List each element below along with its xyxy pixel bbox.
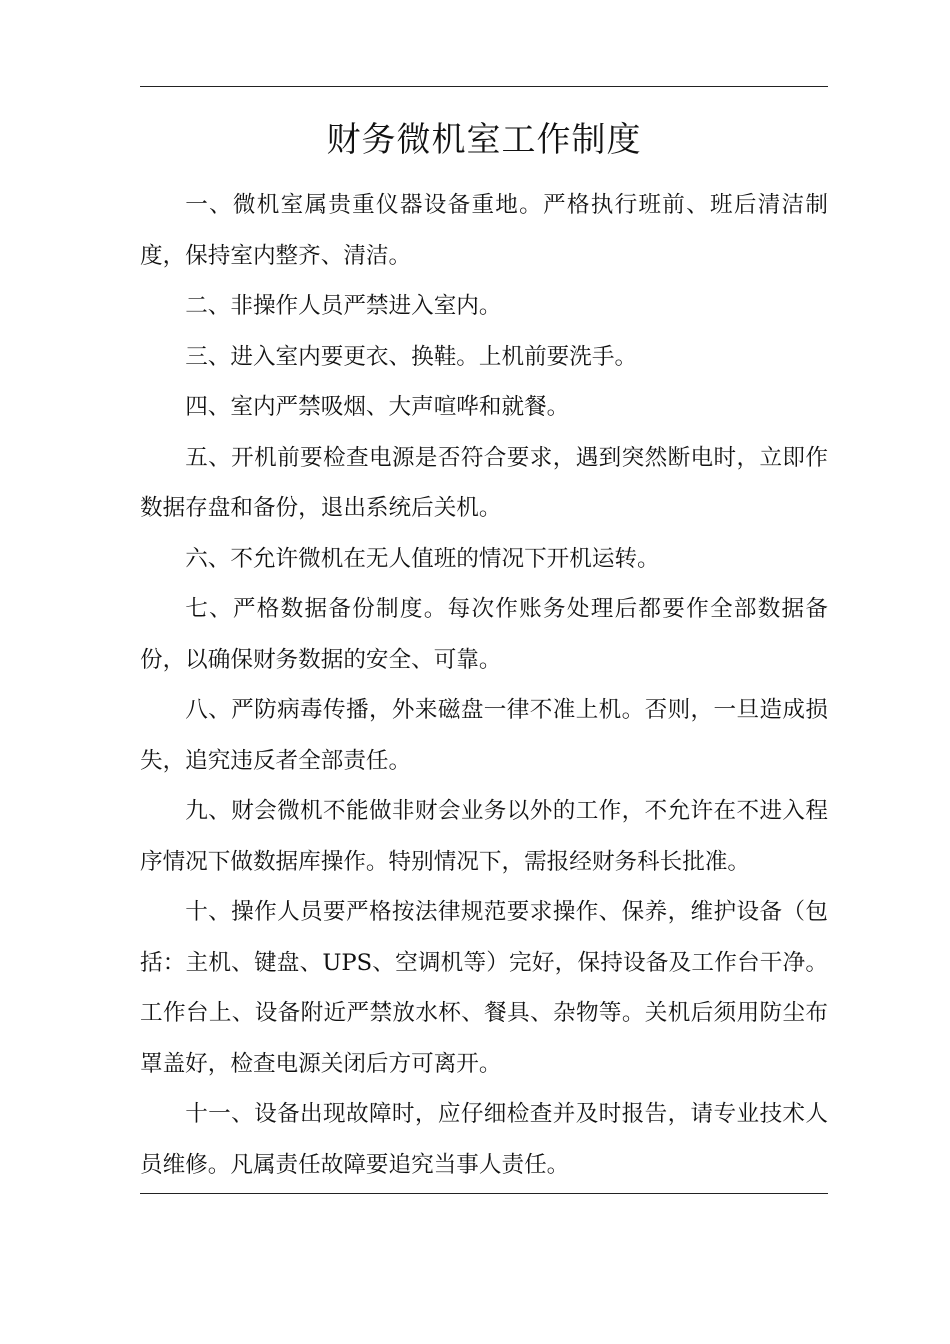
rule-paragraph-1: 一、微机室属贵重仪器设备重地。严格执行班前、班后清洁制度，保持室内整齐、清洁。: [140, 192, 828, 269]
rule-paragraph-10: 十、操作人员要严格按法律规范要求操作、保养，维护设备（包括：主机、键盘、UPS、空调机等）完好，保持设备及工作台干净。工作台上、设备附近严禁放水杯、餐具、杂物等。关机后须用防尘布罩盖好，检查电源关闭后方可离开。: [140, 899, 828, 1077]
header-rule: [140, 86, 828, 87]
rule-paragraph-5: 五、开机前要检查电源是否符合要求，遇到突然断电时，立即作数据存盘和备份，退出系统后关机。: [140, 444, 828, 521]
rule-paragraph-4: 四、室内严禁吸烟、大声喧哗和就餐。: [185, 394, 570, 420]
document-body: [140, 180, 828, 1190]
document-title: 财务微机室工作制度: [326, 120, 642, 160]
rule-paragraph-6: 六、不允许微机在无人值班的情况下开机运转。: [185, 545, 660, 572]
footer-rule: [140, 1193, 828, 1194]
rule-paragraph-9: 九、财会微机不能做非财会业务以外的工作，不允许在不进入程序情况下做数据库操作。特别情况下，需报经财务科长批准。: [140, 798, 828, 875]
rule-paragraph-3: 三、进入室内要更衣、换鞋。上机前要洗手。: [185, 343, 638, 370]
rule-paragraph-11: 十一、设备出现故障时，应仔细检查并及时报告，请专业技术人员维修。凡属责任故障要追究当事人责任。: [140, 1101, 828, 1178]
rule-paragraph-7: 七、严格数据备份制度。每次作账务处理后都要作全部数据备份，以确保财务数据的安全、可靠。: [140, 596, 828, 673]
rule-paragraph-2: 二、非操作人员严禁进入室内。: [185, 293, 502, 319]
rule-paragraph-8: 八、严防病毒传播，外来磁盘一律不准上机。否则，一旦造成损失，追究违反者全部责任。: [140, 697, 828, 774]
